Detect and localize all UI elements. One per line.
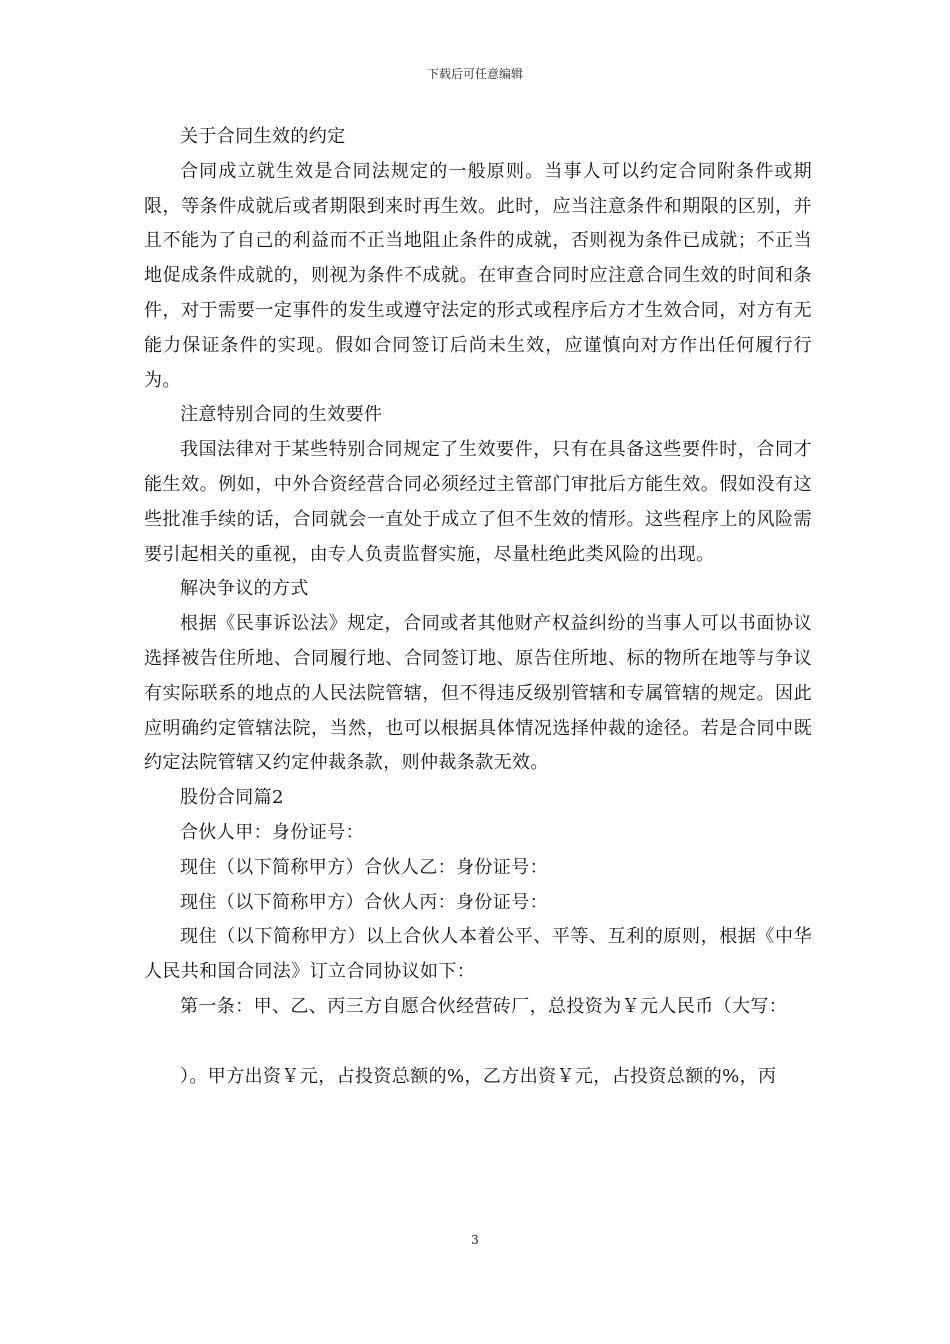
party-line: 现住（以下简称甲方）合伙人丙：身份证号：: [180, 891, 548, 913]
body-paragraph: 合同成立就生效是合同法规定的一般原则。当事人可以约定合同附条件或期限，等条件成就后或者期限到来时再生效。此时，应当注意条件和期限的区别，并且不能为了自己的利益而不正当地阻止条件的成就，否则视为条件已成就；不正当地促成条件成就的，则视为条件不成就。在审查合同时应注意合同生效的时间和条件，对于需要一定事件的发生或遵守法定的形式或程序后方才生效合同，对方有无能力保证条件的实现。假如合同签订后尚未生效，应谨慎向对方作出任何履行行为。: [144, 160, 812, 391]
body-paragraph: 根据《民事诉讼法》规定，合同或者其他财产权益纠纷的当事人可以书面协议选择被告住所地、合同履行地、合同签订地、原告住所地、标的物所在地等与争议有实际联系的地点的人民法院管辖，但不得违反级别管辖和专属管辖的规定。因此应明确约定管辖法院，当然，也可以根据具体情况选择仲裁的途径。若是合同中既约定法院管辖又约定仲裁条款，则仲裁条款无效。: [144, 613, 812, 774]
body-paragraph: 我国法律对于某些特别合同规定了生效要件，只有在具备这些要件时，合同才能生效。例如，中外合资经营合同必须经过主管部门审批后方能生效。假如没有这些批准手续的话，合同就会一直处于成立了但不生效的情形。这些程序上的风险需要引起相关的重视，由专人负责监督实施，尽量杜绝此类风险的出现。: [144, 439, 812, 565]
party-line: 合伙人甲：身份证号：: [180, 821, 364, 843]
section-heading: 关于合同生效的约定: [180, 126, 346, 147]
section-heading: 解决争议的方式: [180, 578, 309, 600]
contract-title: 股份合同篇2: [180, 787, 284, 809]
party-line: 现住（以下简称甲方）合伙人乙：身份证号：: [180, 856, 548, 878]
document-body: [144, 120, 812, 1094]
article-line: 第一条：甲、乙、丙三方自愿合伙经营砖厂，总投资为￥元人民币（大写：: [180, 995, 788, 1017]
page-header: 下载后可任意编辑: [426, 67, 523, 81]
page-number: 3: [471, 1233, 479, 1247]
section-heading: 注意特别合同的生效要件: [180, 404, 383, 426]
body-paragraph: 现住（以下简称甲方）以上合伙人本着公平、平等、互利的原则，根据《中华人民共和国合同法》订立合同协议如下：: [144, 926, 812, 983]
article-continuation: ）。甲方出资￥元，占投资总额的%，乙方出资￥元，占投资总额的%，丙: [180, 1065, 777, 1087]
